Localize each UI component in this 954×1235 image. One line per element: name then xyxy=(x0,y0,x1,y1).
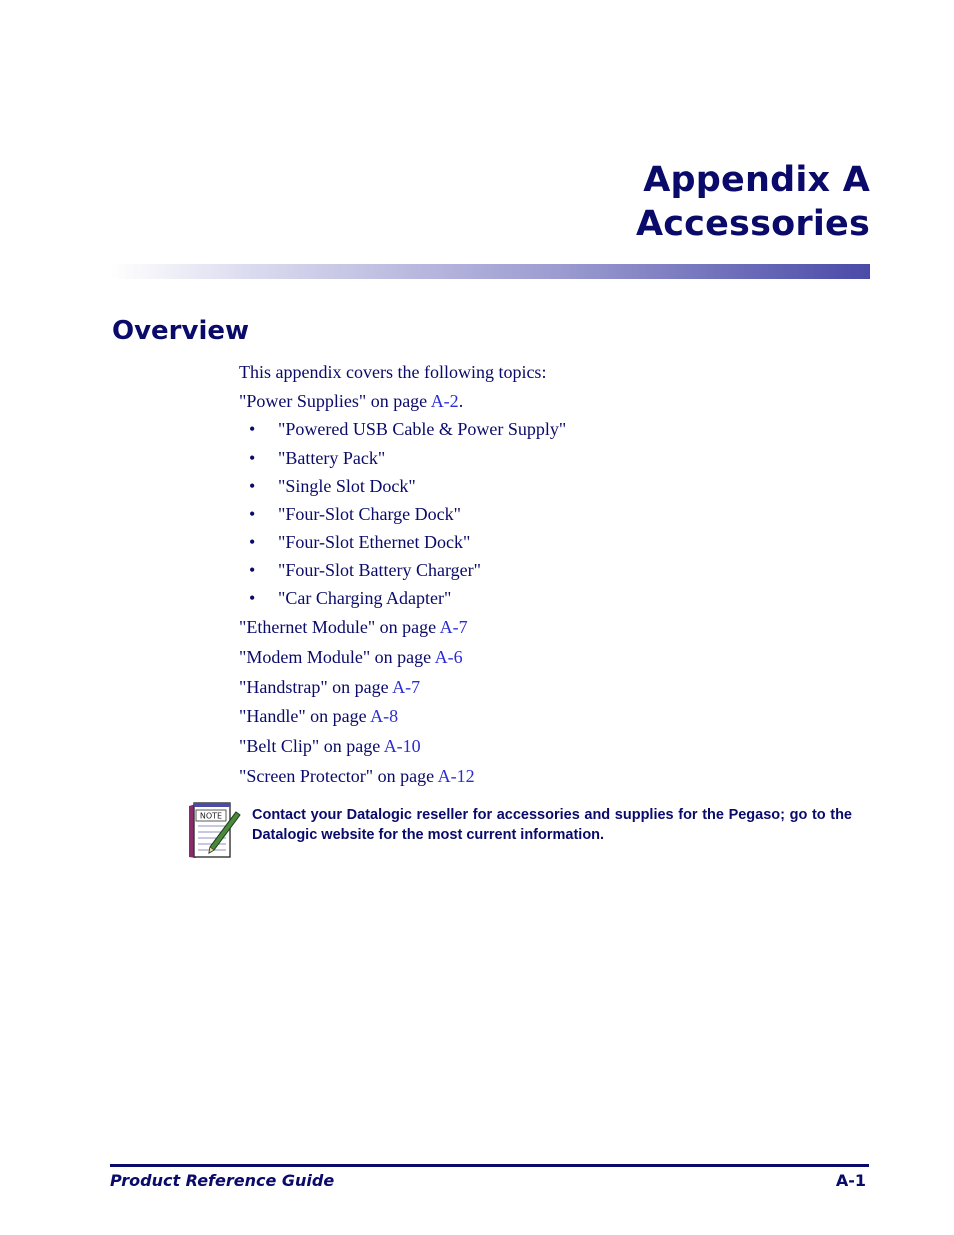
bullet-icon: • xyxy=(249,560,256,580)
title-gradient-bar xyxy=(110,264,870,279)
list-item-text: "Car Charging Adapter" xyxy=(278,588,452,608)
page-link[interactable]: A-7 xyxy=(439,617,468,637)
page-link[interactable]: A-12 xyxy=(437,766,475,786)
page-title-line2: Accessories xyxy=(635,204,870,244)
bullet-icon: • xyxy=(249,476,256,496)
topic-screen-protector xyxy=(239,766,475,787)
page-title-line1: Appendix A xyxy=(643,160,870,200)
topic-text: "Power Supplies" on page xyxy=(239,391,431,411)
topic-suffix: . xyxy=(458,391,464,411)
list-item-text: "Four-Slot Ethernet Dock" xyxy=(278,532,471,552)
bullet-icon: • xyxy=(249,419,256,439)
footer-page-number: A-1 xyxy=(835,1171,866,1190)
intro-text: This appendix covers the following topics: xyxy=(239,362,547,382)
note-text: Contact your Datalogic reseller for accessories and supplies for the Pegaso; go to the Datalogic website for the most current information. xyxy=(252,807,852,843)
list-item-text: "Four-Slot Battery Charger" xyxy=(278,560,481,580)
page-title xyxy=(636,158,870,246)
topic-power-supplies xyxy=(239,391,463,412)
list-item-text: "Battery Pack" xyxy=(278,448,386,468)
footer-guide-title: Product Reference Guide xyxy=(110,1171,335,1190)
topic-belt-clip xyxy=(239,736,421,757)
page-link[interactable]: A-8 xyxy=(370,706,399,726)
note-icon xyxy=(186,800,242,860)
list-item-text: "Single Slot Dock" xyxy=(278,476,416,496)
topic-text: "Ethernet Module" on page xyxy=(239,617,440,637)
bullet-icon: • xyxy=(249,448,256,468)
topic-text: "Belt Clip" on page xyxy=(239,736,384,756)
topic-ethernet-module xyxy=(239,617,468,638)
bullet-icon: • xyxy=(249,532,256,552)
topic-handle xyxy=(239,706,398,727)
topic-text: "Handle" on page xyxy=(239,706,371,726)
footer-rule xyxy=(110,1164,869,1167)
page-link[interactable]: A-2 xyxy=(430,391,459,411)
page-link[interactable]: A-6 xyxy=(434,647,463,667)
list-item-text: "Powered USB Cable & Power Supply" xyxy=(278,419,567,439)
topic-text: "Modem Module" on page xyxy=(239,647,435,667)
section-heading: Overview xyxy=(112,316,250,346)
topic-handstrap xyxy=(239,677,420,698)
bullet-icon: • xyxy=(249,588,256,608)
page-link[interactable]: A-10 xyxy=(383,736,421,756)
page-link[interactable]: A-7 xyxy=(392,677,421,697)
topic-text: "Handstrap" on page xyxy=(239,677,393,697)
topic-text: "Screen Protector" on page xyxy=(239,766,438,786)
topic-modem-module xyxy=(239,647,463,668)
note-icon-label: NOTE xyxy=(199,811,223,821)
bullet-icon: • xyxy=(249,504,256,524)
list-item-text: "Four-Slot Charge Dock" xyxy=(278,504,461,524)
